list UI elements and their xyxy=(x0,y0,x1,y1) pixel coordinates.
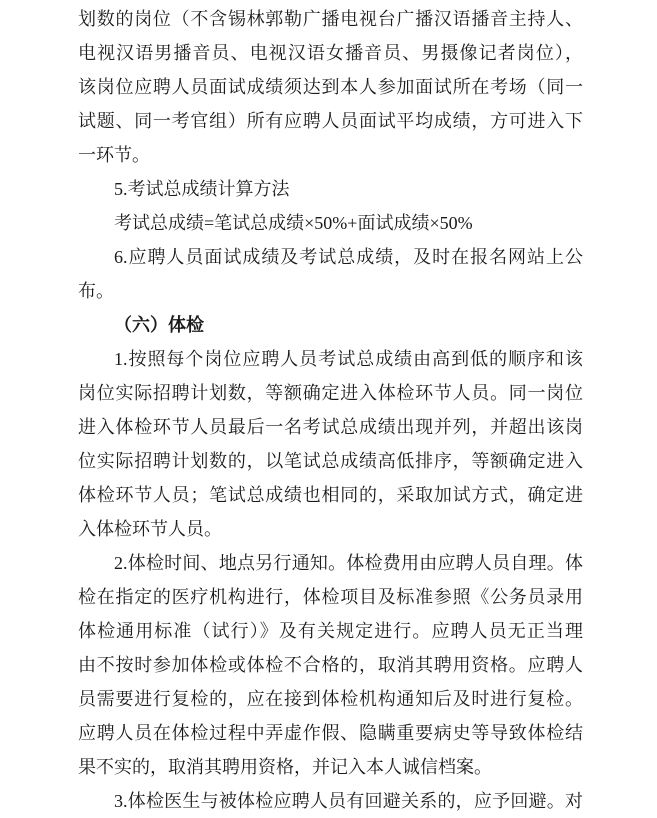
text-line: 应聘人员在体检过程中弄虚作假、隐瞒重要病史等导致体检结 xyxy=(78,723,583,743)
text-line: 试题、同一考官组）所有应聘人员面试平均成绩，方可进入下 xyxy=(78,111,583,131)
text-line: 员需要进行复检的，应在接到体检机构通知后及时进行复检。 xyxy=(78,689,583,709)
text-line: 2.体检时间、地点另行通知。体检费用由应聘人员自理。体 xyxy=(114,553,583,573)
score-formula: 考试总成绩=笔试总成绩×50%+面试成绩×50% xyxy=(114,213,473,233)
text-line: 3.体检医生与被体检应聘人员有回避关系的，应予回避。对 xyxy=(114,791,583,811)
text-line: 由不按时参加体检或体检不合格的，取消其聘用资格。应聘人 xyxy=(78,655,583,675)
item-5-heading: 5.考试总成绩计算方法 xyxy=(114,179,290,199)
text-line: 电视汉语男播音员、电视汉语女播音员、男摄像记者岗位）， xyxy=(78,43,583,63)
text-line: 岗位实际招聘计划数，等额确定进入体检环节人员。同一岗位 xyxy=(78,383,583,403)
text-line: 一环节。 xyxy=(78,145,150,165)
text-line: 果不实的，取消其聘用资格，并记入本人诚信档案。 xyxy=(78,757,492,777)
text-line: 布。 xyxy=(78,281,114,301)
text-line: 体检环节人员；笔试总成绩也相同的，采取加试方式，确定进 xyxy=(78,485,583,505)
text-line: 划数的岗位（不含锡林郭勒广播电视台广播汉语播音主持人、 xyxy=(78,9,583,29)
document-page-text xyxy=(78,2,583,818)
text-line: 位实际招聘计划数的，以笔试总成绩高低排序，等额确定进入 xyxy=(78,451,583,471)
text-line: 6.应聘人员面试成绩及考试总成绩，及时在报名网站上公 xyxy=(114,247,583,267)
text-line: 检在指定的医疗机构进行，体检项目及标准参照《公务员录用 xyxy=(78,587,583,607)
text-line: 进入体检环节人员最后一名考试总成绩出现并列，并超出该岗 xyxy=(78,417,583,437)
text-line: 入体检环节人员。 xyxy=(78,519,222,539)
section-heading-physical-exam: （六）体检 xyxy=(114,315,204,335)
text-line: 1.按照每个岗位应聘人员考试总成绩由高到低的顺序和该 xyxy=(114,349,583,369)
text-line: 体检通用标准（试行）》及有关规定进行。应聘人员无正当理 xyxy=(78,621,583,641)
text-line: 该岗位应聘人员面试成绩须达到本人参加面试所在考场（同一 xyxy=(78,77,583,97)
